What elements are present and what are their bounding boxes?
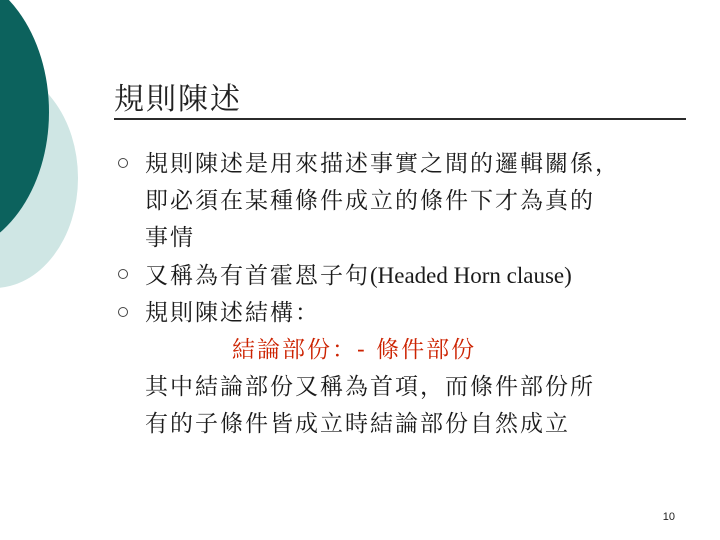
bullet-item-1-continued — [118, 183, 698, 220]
page-title: 規則陳述 — [114, 82, 242, 117]
item2-english-term: (Headed Horn clause) — [370, 263, 572, 288]
structure-formula — [118, 332, 698, 369]
note-text-1: 其中結論部份又稱為首項，而條件部份所 — [145, 374, 595, 400]
item1-line3: 事情 — [145, 225, 195, 251]
item2-text: 又稱為有首霍恩子句 — [145, 263, 370, 289]
hollow-circle-bullet-icon — [118, 269, 128, 279]
hollow-circle-bullet-icon — [118, 158, 128, 168]
bullet-item-1-continued-2 — [118, 220, 698, 257]
item3-text: 規則陳述結構： — [145, 300, 320, 326]
bullet-item-3 — [118, 295, 698, 332]
note-line-2 — [118, 406, 698, 443]
page-number: 10 — [662, 511, 675, 523]
bullet-item-1 — [118, 146, 698, 183]
bullet-item-2 — [118, 257, 698, 295]
item1-line1: 規則陳述是用來描述事實之間的邏輯關係， — [145, 151, 620, 177]
structure-text: 結論部份：- 條件部份 — [232, 337, 477, 363]
note-text-2: 有的子條件皆成立時結論部份自然成立 — [145, 411, 570, 437]
hollow-circle-bullet-icon — [118, 307, 128, 317]
note-line-1 — [118, 369, 698, 406]
title-divider — [114, 118, 686, 120]
bullet-list — [118, 146, 698, 443]
item1-line2: 即必須在某種條件成立的條件下才為真的 — [145, 188, 595, 214]
